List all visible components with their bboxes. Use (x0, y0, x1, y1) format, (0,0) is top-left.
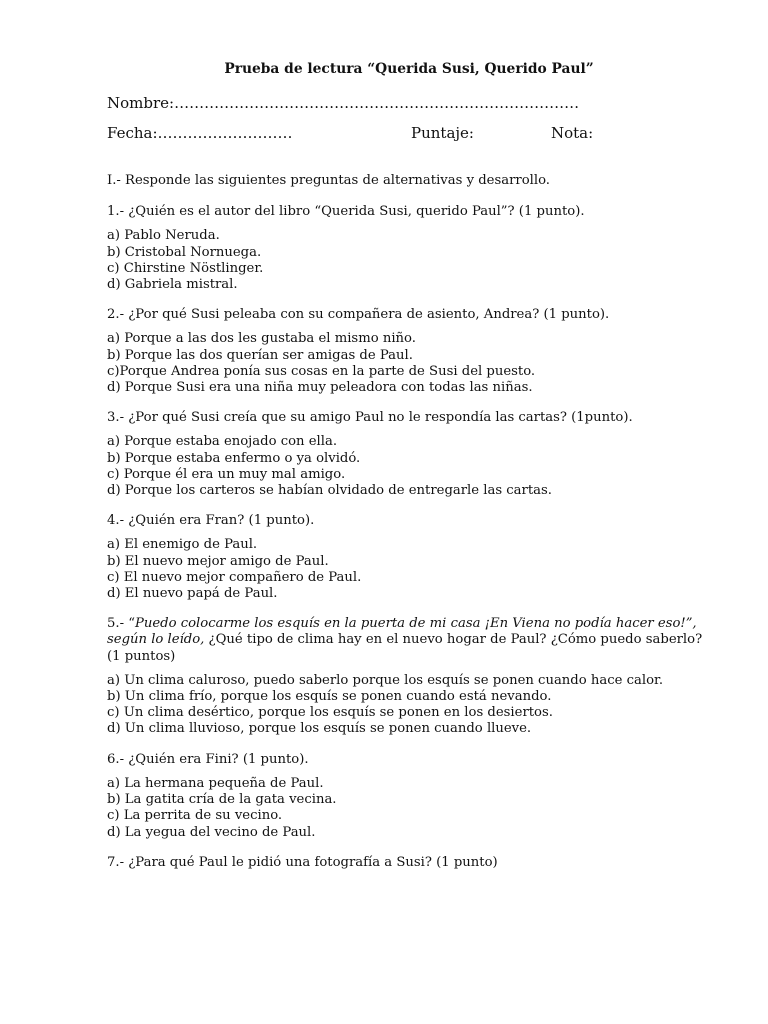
option-c: c) La perrita de su vecino. (107, 808, 283, 824)
option-c: c) Chirstine Nöstlinger. (107, 260, 264, 276)
option-a: a) El enemigo de Paul. (107, 537, 258, 553)
option-d: d) Un clima lluvioso, porque los esquís se ponen cuando llueve. (107, 721, 532, 737)
option-a: a) La hermana pequeña de Paul. (107, 775, 324, 791)
option-a: a) Pablo Neruda. (107, 228, 220, 244)
question-prefix: 5.- “ (107, 616, 135, 632)
option-a: a) Un clima caluroso, puedo saberlo porque los esquís se ponen cuando hace calor. (107, 672, 664, 688)
option-d: d) El nuevo papá de Paul. (107, 586, 278, 602)
option-d: d) Porque los carteros se habían olvidado de entregarle las cartas. (107, 483, 552, 499)
option-a: a) Porque a las dos les gustaba el mismo niño. (107, 331, 416, 347)
fecha-field: Fecha:……………………… (107, 124, 293, 142)
option-b: b) Un clima frío, porque los esquís se ponen cuando está nevando. (107, 689, 552, 705)
option-c: c) Porque él era un muy mal amigo. (107, 466, 346, 482)
option-a: a) Porque estaba enojado con ella. (107, 434, 338, 450)
option-c: c) Un clima desértico, porque los esquís se ponen en los desiertos. (107, 705, 553, 721)
option-b: b) El nuevo mejor amigo de Paul. (107, 553, 329, 569)
question-7 (107, 855, 707, 871)
option-d: d) Porque Susi era una niña muy peleadora con todas las niñas. (107, 380, 533, 396)
puntaje-label: Puntaje: (411, 124, 474, 142)
option-b: b) La gatita cría de la gata vecina. (107, 792, 337, 808)
nombre-field: Nombre:……………………………………………………………………… (107, 94, 580, 112)
question-text: 3.- ¿Por qué Susi creía que su amigo Paul no le respondía las cartas? (1punto). (107, 410, 633, 426)
question-text: 1.- ¿Quién es el autor del libro “Querida Susi, querido Paul”? (1 punto). (107, 204, 585, 220)
question-text (107, 616, 707, 665)
page-title: Prueba de lectura “Querida Susi, Querido Paul” (224, 61, 594, 77)
instruction-text: I.- Responde las siguientes preguntas de alternativas y desarrollo. (107, 173, 550, 188)
question-rest: ¿Qué tipo de clima hay en el nuevo hogar de Paul? ¿Cómo puedo saberlo? (1 puntos) (107, 632, 703, 664)
option-d: d) Gabriela mistral. (107, 277, 238, 293)
question-text: 6.- ¿Quién era Fini? (1 punto). (107, 751, 309, 767)
question-1 (107, 204, 707, 293)
option-c: c) El nuevo mejor compañero de Paul. (107, 569, 362, 585)
question-text: 7.- ¿Para qué Paul le pidió una fotografía a Susi? (1 punto) (107, 854, 498, 870)
option-b: b) Cristobal Nornuega. (107, 244, 262, 260)
nota-label: Nota: (551, 124, 594, 142)
question-text: 4.- ¿Quién era Fran? (1 punto). (107, 513, 315, 529)
option-c: c)Porque Andrea ponía sus cosas en la parte de Susi del puesto. (107, 363, 536, 379)
questions-section (107, 173, 707, 885)
option-b: b) Porque estaba enfermo o ya olvidó. (107, 450, 361, 466)
question-6 (107, 752, 707, 841)
question-4 (107, 513, 707, 602)
question-3 (107, 410, 707, 499)
question-text: 2.- ¿Por qué Susi peleaba con su compañera de asiento, Andrea? (1 punto). (107, 307, 610, 323)
question-2 (107, 307, 707, 396)
quoted-excerpt: Puedo colocarme los esquís en la puerta de mi casa ¡En Viena no podía hacer eso!”, según lo leído, (107, 616, 697, 648)
option-d: d) La yegua del vecino de Paul. (107, 824, 316, 840)
question-5 (107, 616, 707, 737)
option-b: b) Porque las dos querían ser amigas de Paul. (107, 347, 413, 363)
